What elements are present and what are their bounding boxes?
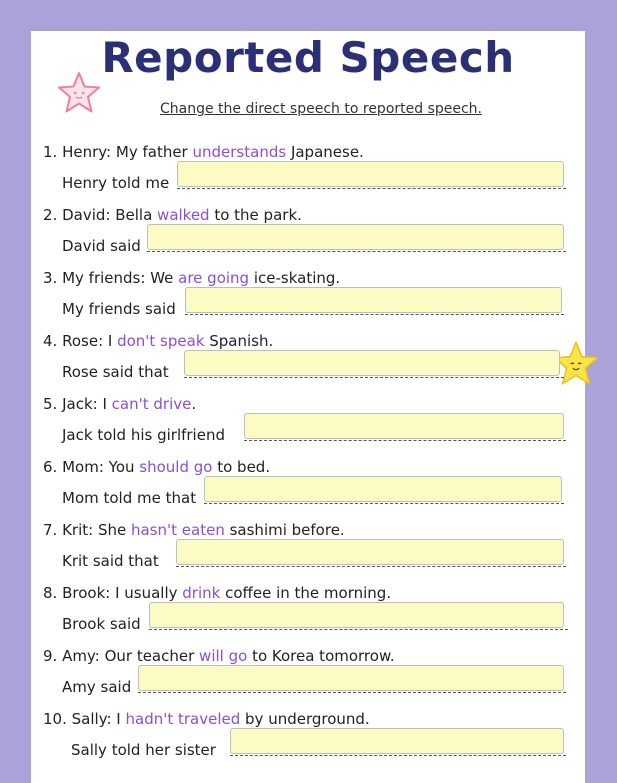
question-2: 2. David: Bella walked to the park. <box>43 206 302 224</box>
question-8: 8. Brook: I usually drink coffee in the morning. <box>43 584 392 602</box>
answer-box-4[interactable] <box>184 350 560 376</box>
answer-line-6 <box>204 503 564 504</box>
answer-box-8[interactable] <box>149 602 564 628</box>
answer-box-3[interactable] <box>185 287 562 313</box>
answer-line-4 <box>184 377 564 378</box>
question-5: 5. Jack: I can't drive. <box>43 395 197 413</box>
answer-line-1 <box>177 188 566 189</box>
answer-line-2 <box>147 251 566 252</box>
answer-line-8 <box>149 629 568 630</box>
answer-line-5 <box>244 440 566 441</box>
answer-box-2[interactable] <box>147 224 564 250</box>
prompt-9: Amy said <box>62 678 132 696</box>
prompt-6: Mom told me that <box>62 489 197 507</box>
answer-box-10[interactable] <box>230 728 564 754</box>
prompt-10: Sally told her sister <box>71 741 216 759</box>
prompt-1: Henry told me <box>62 174 170 192</box>
question-9: 9. Amy: Our teacher will go to Korea tomorrow. <box>43 647 395 665</box>
answer-box-6[interactable] <box>204 476 562 502</box>
pink-star-icon <box>55 69 103 117</box>
answer-box-1[interactable] <box>177 161 564 187</box>
answer-box-9[interactable] <box>138 665 564 691</box>
prompt-3: My friends said <box>62 300 176 318</box>
prompt-2: David said <box>62 237 141 255</box>
page-title: Reported Speech <box>101 33 515 82</box>
question-4: 4. Rose: I don't speak Spanish. <box>43 332 274 350</box>
answer-line-3 <box>185 314 564 315</box>
answer-box-7[interactable] <box>176 539 564 565</box>
question-10: 10. Sally: I hadn't traveled by underground. <box>43 710 370 728</box>
question-1: 1. Henry: My father understands Japanese. <box>43 143 364 161</box>
prompt-5: Jack told his girlfriend <box>62 426 225 444</box>
answer-line-9 <box>138 692 566 693</box>
worksheet <box>31 31 585 783</box>
answer-box-5[interactable] <box>244 413 564 439</box>
prompt-4: Rose said that <box>62 363 169 381</box>
question-6: 6. Mom: You should go to bed. <box>43 458 271 476</box>
prompt-8: Brook said <box>62 615 141 633</box>
instructions: Change the direct speech to reported speech. <box>159 101 483 117</box>
answer-line-7 <box>176 566 566 567</box>
question-3: 3. My friends: We are going ice-skating. <box>43 269 341 287</box>
answer-line-10 <box>230 755 566 756</box>
prompt-7: Krit said that <box>62 552 159 570</box>
question-7: 7. Krit: She hasn't eaten sashimi before. <box>43 521 345 539</box>
